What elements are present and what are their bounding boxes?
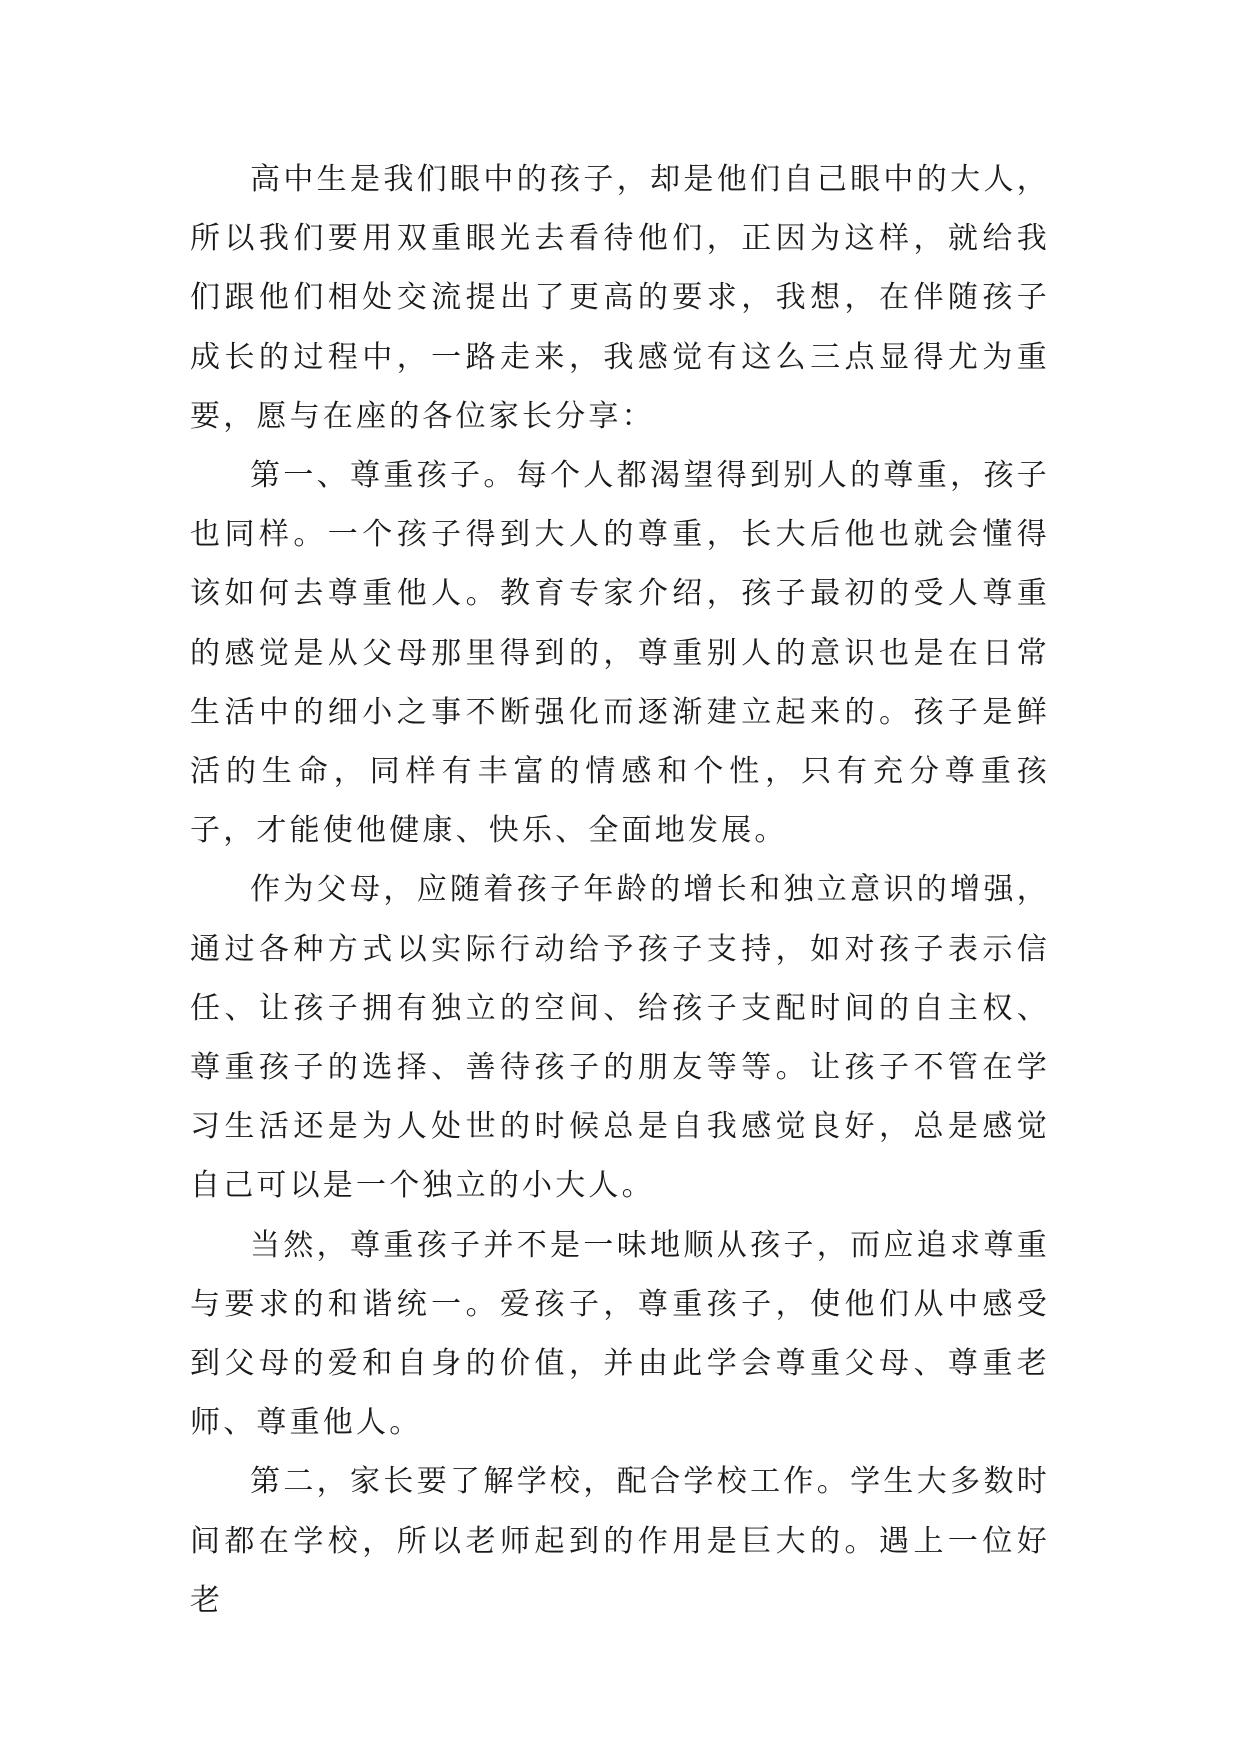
paragraph-point-one: 第一、尊重孩子。每个人都渴望得到别人的尊重，孩子也同样。一个孩子得到大人的尊重，长大后他也就会懂得该如何去尊重他人。教育专家介绍，孩子最初的受人尊重的感觉是从父母那里得到的，尊重别人的意识也是在日常生活中的细小之事不断强化而逐渐建立起来的。孩子是鲜活的生命，同样有丰富的情感和个性，只有充分尊重孩子，才能使他健康、快乐、全面地发展。 [190, 458, 1050, 849]
paragraph-point-two: 第二，家长要了解学校，配合学校工作。学生大多数时间都在学校，所以老师起到的作用是巨大的。遇上一位好老 [190, 1464, 1050, 1618]
paragraph-parents-role: 作为父母，应随着孩子年龄的增长和独立意识的增强，通过各种方式以实际行动给予孩子支持，如对孩子表示信任、让孩子拥有独立的空间、给孩子支配时间的自主权、尊重孩子的选择、善待孩子的朋友等等。让孩子不管在学习生活还是为人处世的时候总是自我感觉良好，总是感觉自己可以是一个独立的小大人。 [190, 872, 1050, 1204]
paragraph-intro: 高中生是我们眼中的孩子，却是他们自己眼中的大人，所以我们要用双重眼光去看待他们，正因为这样，就给我们跟他们相处交流提出了更高的要求，我想，在伴随孩子成长的过程中，一路走来，我感觉有这么三点显得尤为重要，愿与在座的各位家长分享： [190, 162, 1050, 434]
document-body [190, 150, 1050, 1630]
paragraph-respect-balance: 当然，尊重孩子并不是一味地顺从孩子，而应追求尊重与要求的和谐统一。爱孩子，尊重孩子，使他们从中感受到父母的爱和自身的价值，并由此学会尊重父母、尊重老师、尊重他人。 [190, 1227, 1050, 1441]
